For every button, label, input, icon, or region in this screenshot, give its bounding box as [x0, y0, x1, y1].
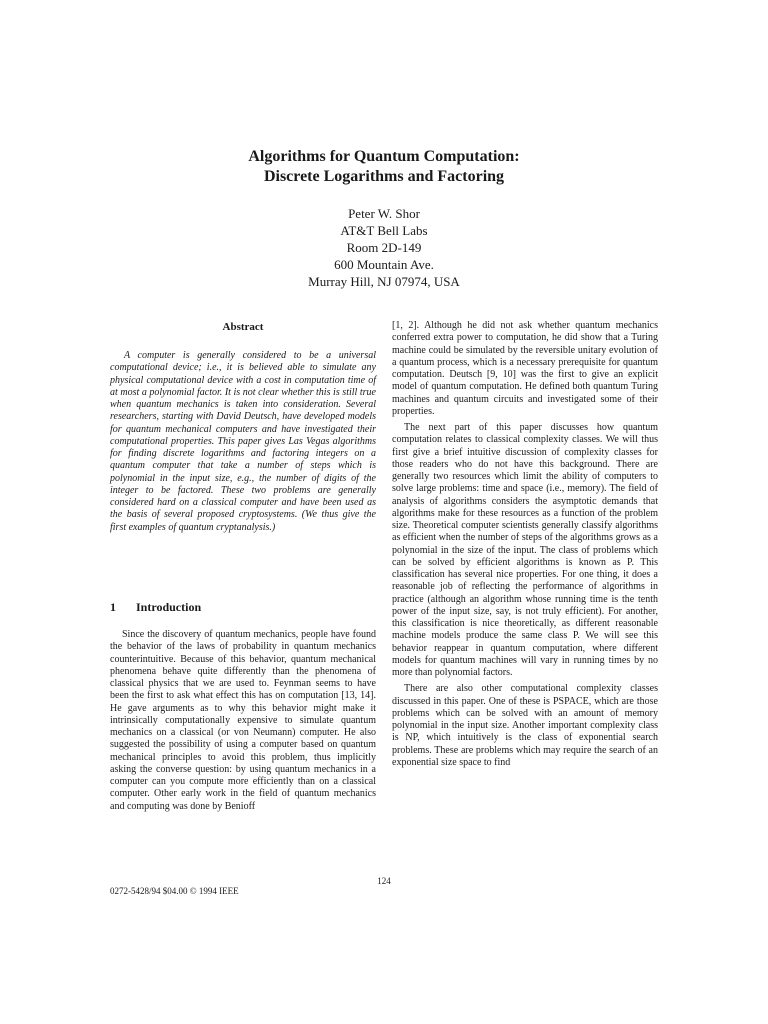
author-street: 600 Mountain Ave. — [334, 257, 434, 272]
abstract-section — [110, 320, 376, 534]
author-city: Murray Hill, NJ 07974, USA — [308, 274, 460, 289]
introduction-heading — [110, 599, 201, 615]
right-paragraph-3: There are also other computational complexity classes discussed in this paper. One of these is PSPACE, which are those problems which can be solved with an amount of memory polynomial in the input size. Another important complexity class is NP, which intuitively is the class of exponential search problems. These are problems which may require the search of an exponential size space to find — [392, 683, 658, 768]
abstract-heading: Abstract — [222, 321, 264, 333]
section-number: 1 — [110, 600, 116, 614]
author-room: Room 2D-149 — [346, 240, 422, 255]
author-affiliation: AT&T Bell Labs — [340, 223, 428, 238]
introduction-body — [110, 629, 376, 817]
author-name: Peter W. Shor — [348, 206, 420, 221]
abstract-text: A computer is generally considered to be a universal computational device; i.e., it is believed able to simulate any physical computational device with a cost in computation time of at most a polynomial factor. It is not clear whether this is still true when quantum mechanics is taken into consideration. Several researchers, starting with David Deutsch, have developed models for quantum mechanical computers and have investigated their computational properties. This paper gives Las Vegas algorithms for finding discrete logarithms and factoring integers on a quantum computer that take a number of steps which is polynomial in the input size, e.g., the number of digits of the integer to be factored. These two problems are generally considered hard on a classical computer and have been used as the basis of several proposed cryptosystems. (We thus give the first examples of quantum cryptanalysis.) — [110, 350, 376, 533]
title-line-2: Discrete Logarithms and Factoring — [263, 168, 505, 185]
right-column — [392, 320, 658, 773]
intro-paragraph-1: Since the discovery of quantum mechanics, people have found the behavior of the laws of probability in quantum mechanics counterintuitive. Because of this behavior, quantum mechanical phenomena behave quite differently than the phenomena of classical physics that we are used to. Feynman seems to have been the first to ask what effect this has on computation [13, 14]. He gave arguments as to why this behavior might make it intrinsically computationally expensive to simulate quantum mechanics on a classical (or von Neumann) computer. He also suggested the possibility of using a computer based on quantum mechanical principles to avoid this problem, thus implicitly asking the converse question: by using quantum mechanics in a computer can you compute more efficiently than on a classical computer. Other early work in the field of quantum mechanics and computing was done by Benioff — [110, 629, 376, 812]
right-paragraph-1: [1, 2]. Although he did not ask whether quantum mechanics conferred extra power to computation, he did show that a Turing machine could be simulated by the reversible unitary evolution of a quantum process, which is a necessary prerequisite for quantum computation. Deutsch [9, 10] was the first to give an explicit model of quantum computation. He defined both quantum Turing machines and quantum circuits and investigated some of their properties. — [392, 320, 658, 417]
copyright-footer: 0272-5428/94 $04.00 © 1994 IEEE — [110, 886, 239, 896]
section-title: Introduction — [136, 600, 202, 614]
title-line-1: Algorithms for Quantum Computation: — [248, 148, 520, 165]
right-paragraph-2: The next part of this paper discusses how quantum computation relates to classical complexity classes. We will thus first give a brief intuitive discussion of complexity classes for those readers who do not have this background. There are generally two resources which limit the ability of computers to solve large problems: time and space (i.e., memory). The field of analysis of algorithms considers the asymptotic demands that algorithms make for these resources as a function of the problem size. Theoretical computer scientists generally classify algorithms as efficient when the number of steps of the algorithms grows as a polynomial in the size of the input. The class of problems which can be solved by efficient algorithms is known as P. This classification has several nice properties. For one thing, it does a reasonable job of reflecting the performance of algorithms in practice (although an algorithm whose running time is the tenth power of the input size, say, is not truly efficient). For another, this classification is nice theoretically, as different reasonable machine models produce the same class P. We will see this behavior reappear in quantum computation, where different models for quantum machines will vary in running times by no more than polynomial factors. — [392, 422, 658, 678]
author-block — [0, 205, 768, 290]
page-number: 124 — [377, 876, 391, 886]
paper-title — [0, 147, 768, 187]
